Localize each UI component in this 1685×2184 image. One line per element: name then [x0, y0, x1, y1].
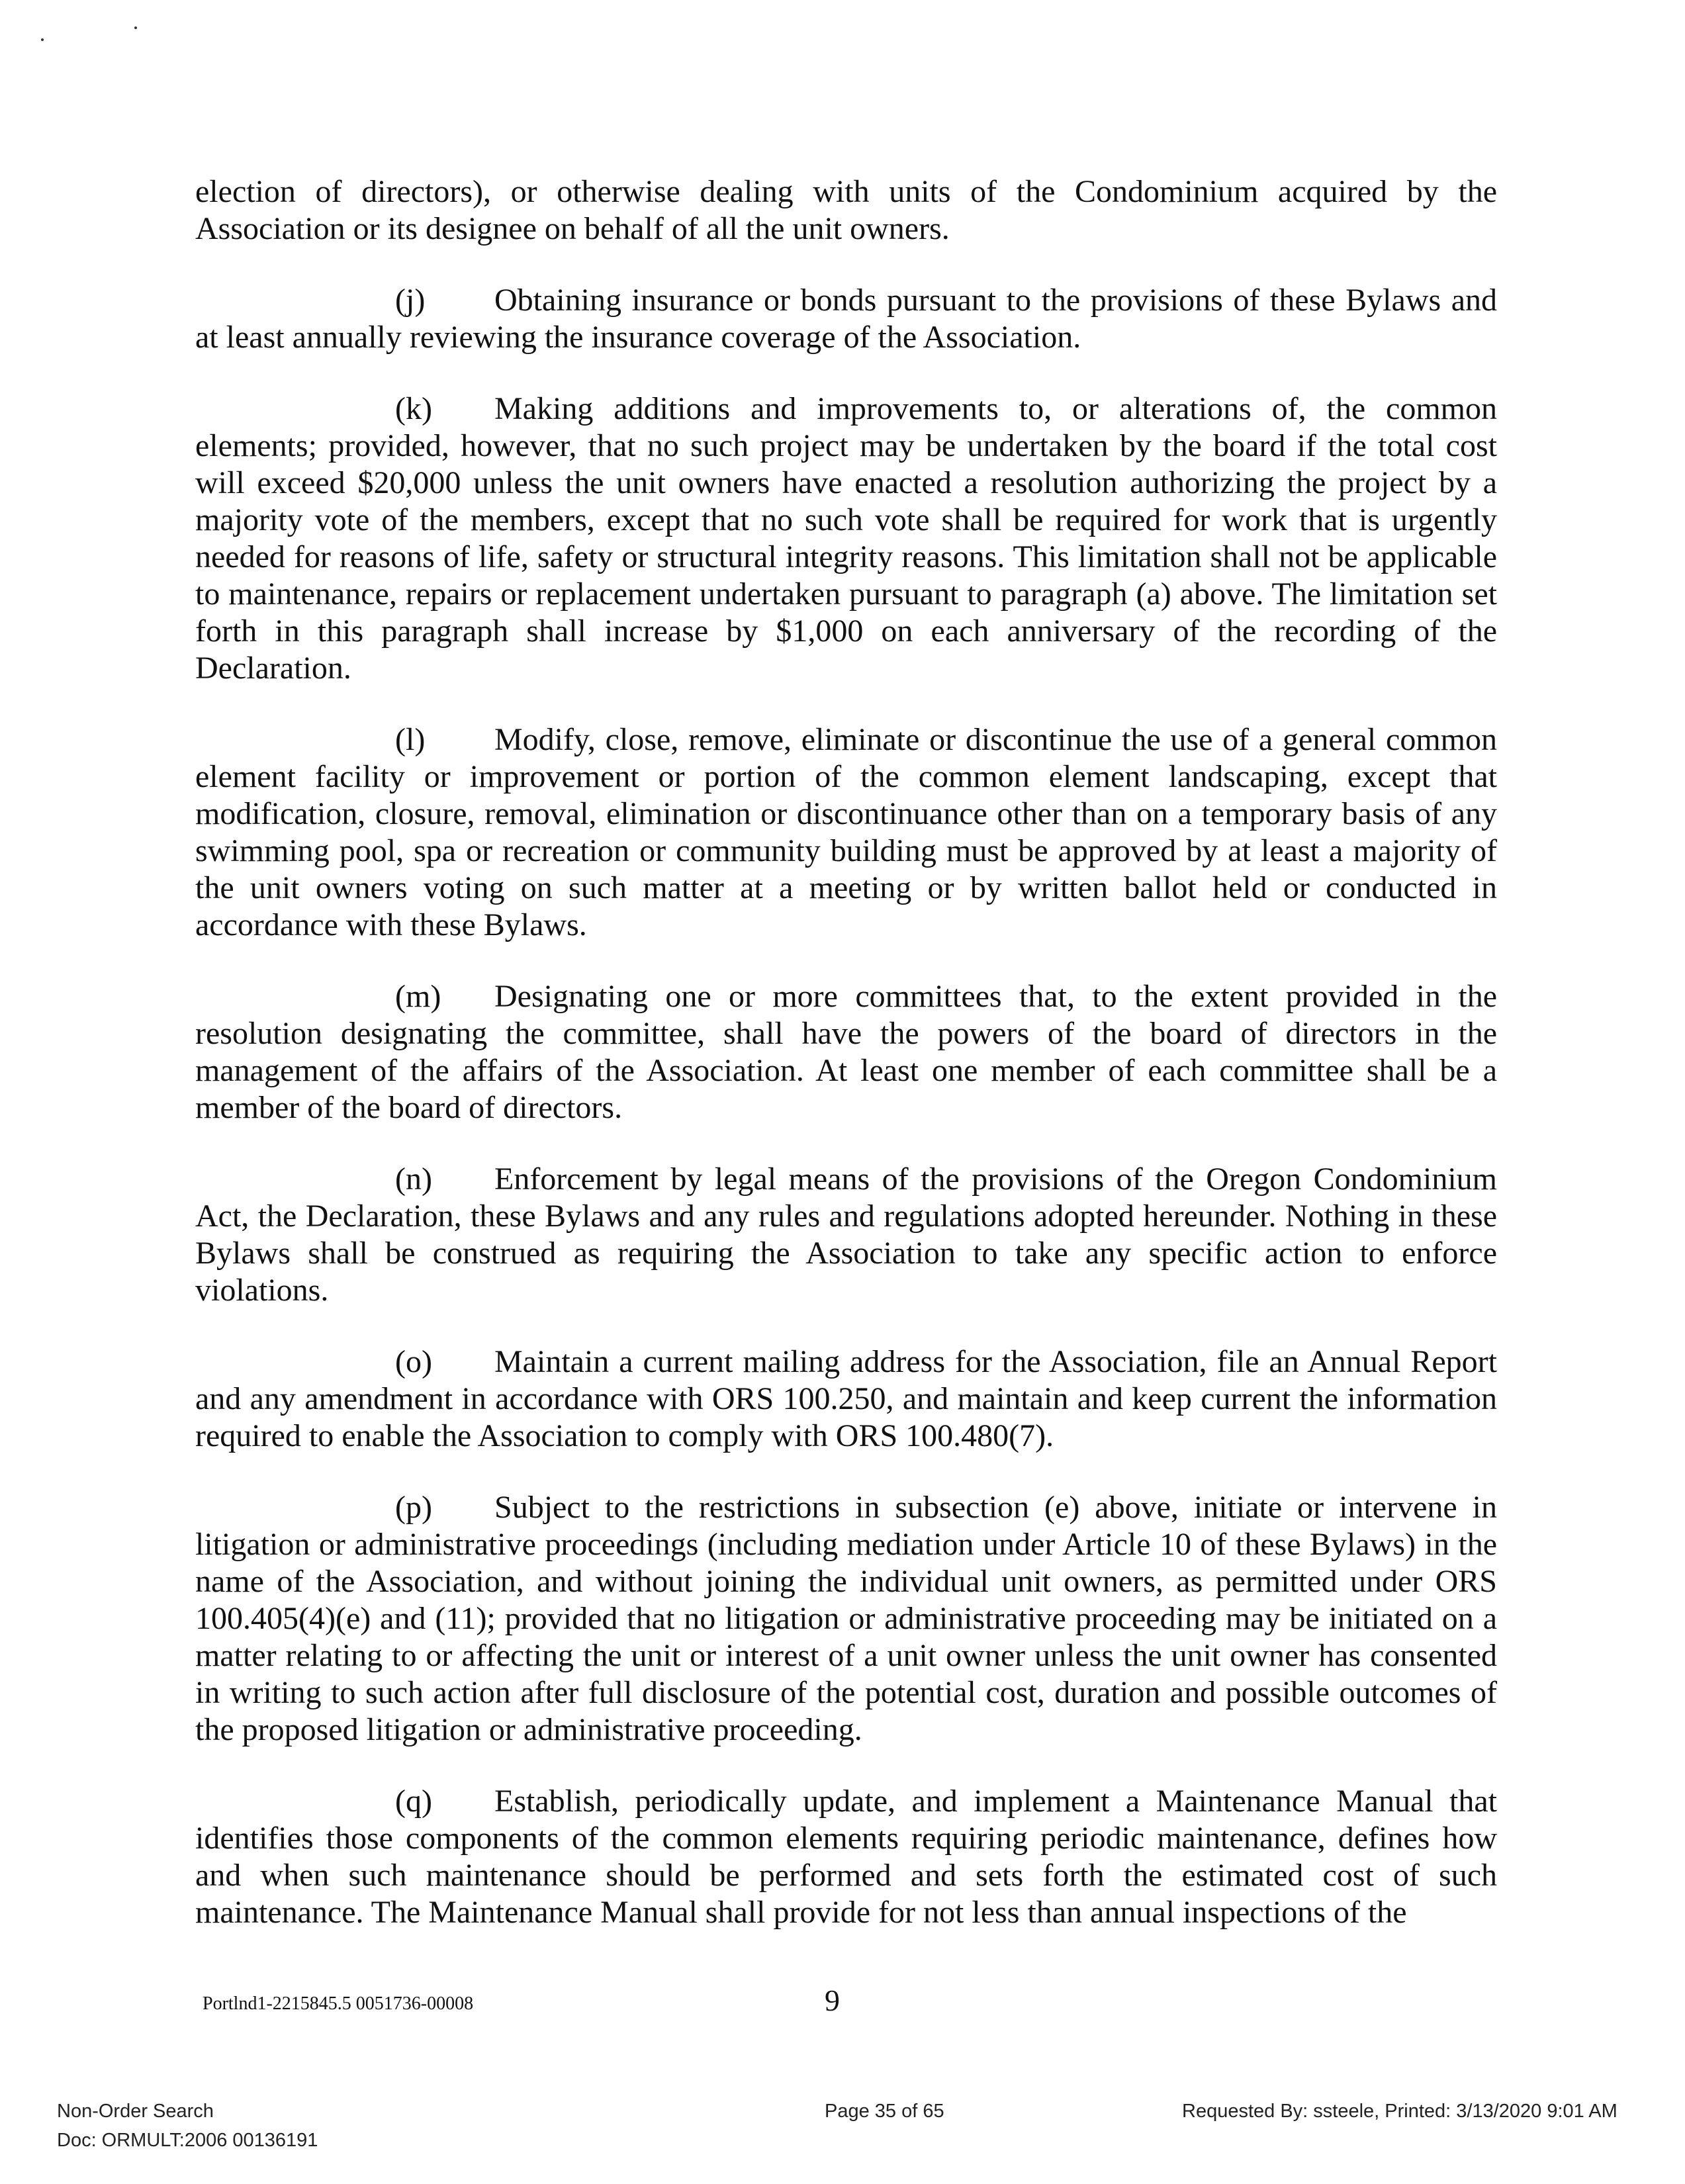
search-type-label: Non-Order Search — [57, 2101, 214, 2122]
item-label: (l) — [395, 722, 426, 757]
document-body — [195, 173, 1497, 1966]
paragraph-j — [195, 282, 1497, 356]
item-text: Designating one or more committees that, to the extent provided in the resolution designating the committee, shall have the powers of the board of directors in the management of the affairs of the Association. At least one member of each committee shall be a member of the board of directors. — [195, 979, 1497, 1125]
scan-speck — [134, 26, 137, 29]
item-label: (m) — [395, 979, 441, 1014]
item-text: Modify, close, remove, eliminate or discontinue the use of a general common element facility or improvement or portion of the common element landscaping, except that modification, closure, removal, elimination or discontinuance other than on a temporary basis of any swimming pool, spa or recreation or community building must be approved by at least a majority of the unit owners voting on such matter at a meeting or by written ballot held or conducted in accordance with these Bylaws. — [195, 722, 1497, 942]
item-label: (q) — [395, 1784, 432, 1819]
item-label: (n) — [395, 1161, 432, 1197]
requested-by: Requested By: ssteele, Printed: 3/13/2020 9:01 AM — [1182, 2101, 1617, 2122]
document-id: Portlnd1-2215845.5 0051736-00008 — [203, 1993, 474, 2014]
item-label: (p) — [395, 1490, 432, 1525]
doc-reference: Doc: ORMULT:2006 00136191 — [57, 2130, 318, 2151]
item-text: Making additions and improvements to, or alterations of, the common elements; provided, however, that no such project may be undertaken by the board if the total cost will exceed $20,000 unless the unit owners have enacted a resolution authorizing the project by a majority vote of the members, except that no such vote shall be required for work that is urgently needed for reasons of life, safety or structural integrity reasons. This limitation shall not be applicable to maintenance, repairs or replacement undertaken pursuant to paragraph (a) above. The limitation set forth in this paragraph shall increase by $1,000 on each anniversary of the recording of the Declaration. — [195, 391, 1497, 686]
page-number: 9 — [825, 1983, 840, 2017]
page-of-count: Page 35 of 65 — [825, 2101, 944, 2122]
paragraph-p — [195, 1489, 1497, 1749]
item-label: (k) — [395, 391, 432, 426]
item-label: (j) — [395, 283, 426, 318]
paragraph-l — [195, 721, 1497, 944]
item-label: (o) — [395, 1344, 432, 1379]
paragraph-o — [195, 1343, 1497, 1455]
intro-paragraph: election of directors), or otherwise dealing with units of the Condominium acquired by the Association or its designee on behalf of all the unit owners. — [195, 174, 1497, 246]
paragraph-q — [195, 1783, 1497, 1931]
item-text: Subject to the restrictions in subsection (e) above, initiate or intervene in litigation or administrative proceedings (including mediation under Article 10 of these Bylaws) in the name of the Association, and without joining the individual unit owners, as permitted under ORS 100.405(4)(e) and (11); provided that no litigation or administrative proceeding may be initiated on a matter relating to or affecting the unit or interest of a unit owner unless the unit owner has consented in writing to such action after full disclosure of the potential cost, duration and possible outcomes of the proposed litigation or administrative proceeding. — [195, 1490, 1497, 1747]
paragraph-n — [195, 1161, 1497, 1309]
scan-speck — [41, 38, 44, 41]
paragraph-k — [195, 390, 1497, 687]
item-text: Establish, periodically update, and implement a Maintenance Manual that identifies those components of the common elements requiring periodic maintenance, defines how and when such maintenance should be performed and sets forth the estimated cost of such maintenance. The Maintenance Manual shall provide for not less than annual inspections of the — [195, 1784, 1497, 1930]
paragraph-m — [195, 978, 1497, 1126]
item-text: Maintain a current mailing address for the Association, file an Annual Report and any amendment in accordance with ORS 100.250, and maintain and keep current the information required to enable the Association to comply with ORS 100.480(7). — [195, 1344, 1497, 1453]
item-text: Enforcement by legal means of the provisions of the Oregon Condominium Act, the Declaration, these Bylaws and any rules and regulations adopted hereunder. Nothing in these Bylaws shall be construed as requiring the Association to take any specific action to enforce violations. — [195, 1161, 1497, 1308]
item-text: Obtaining insurance or bonds pursuant to the provisions of these Bylaws and at least annually reviewing the insurance coverage of the Association. — [195, 283, 1497, 355]
